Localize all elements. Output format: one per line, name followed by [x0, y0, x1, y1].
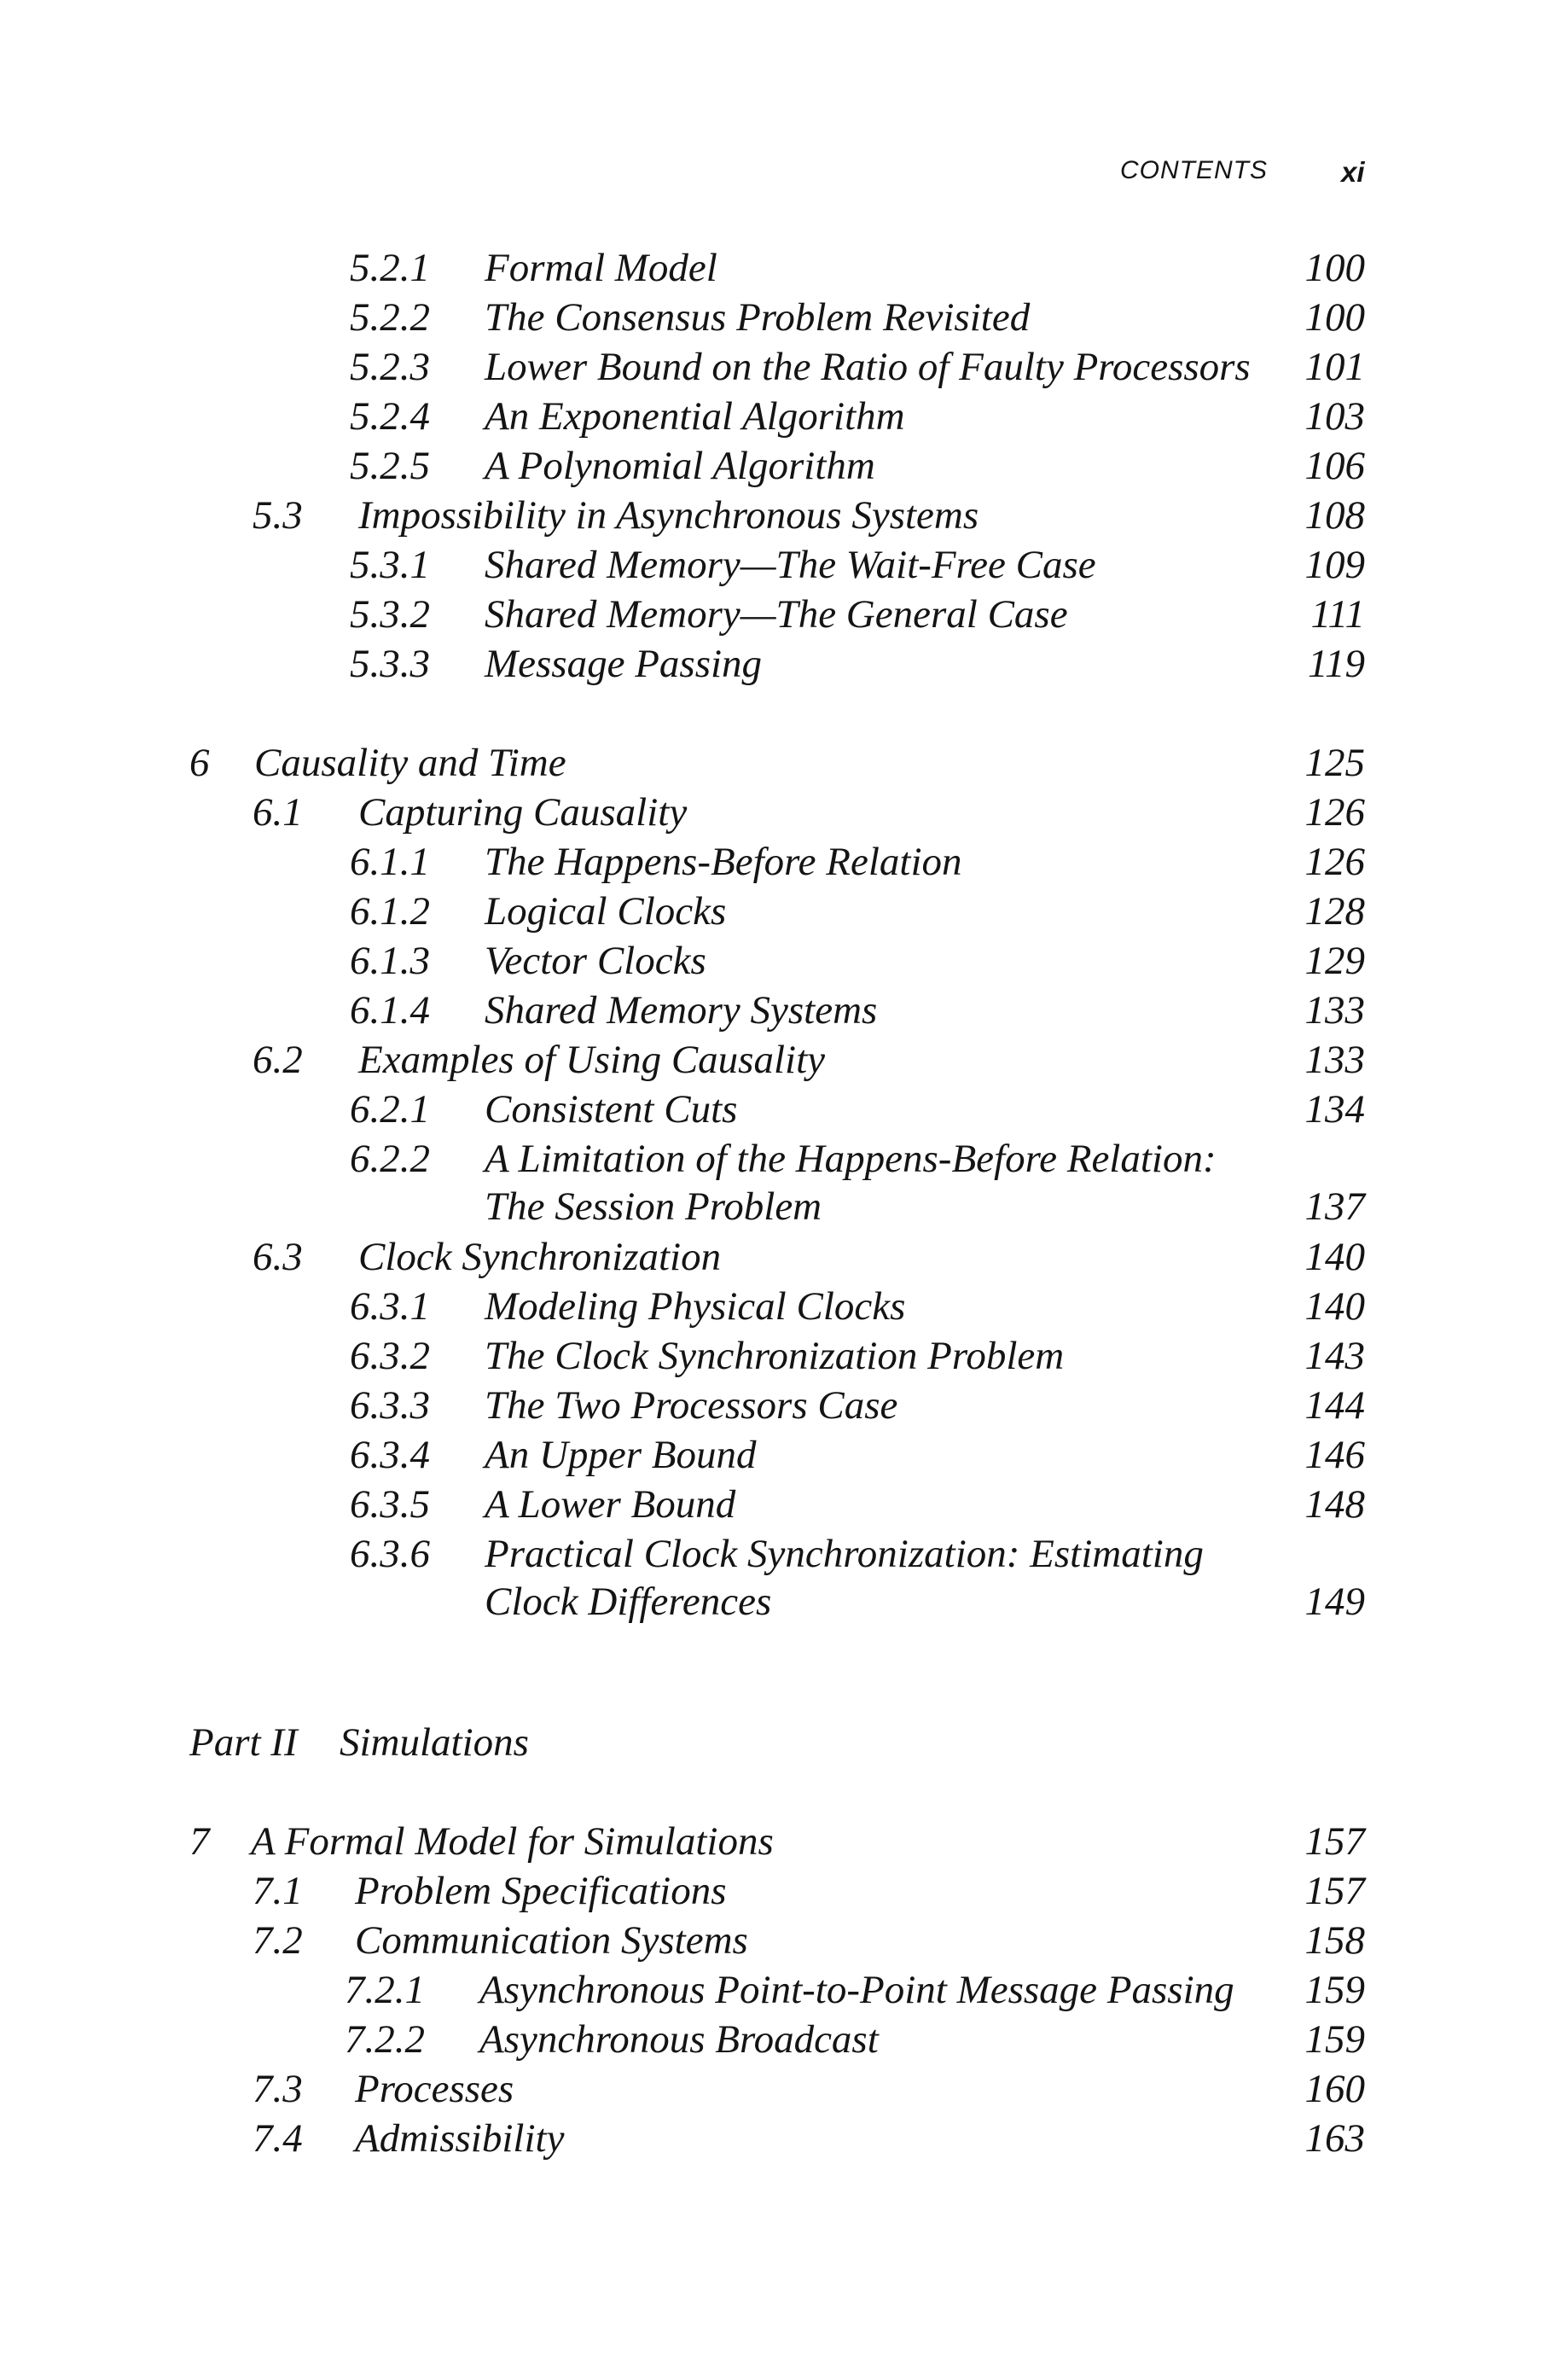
- toc-entry: [0, 1036, 1568, 1084]
- entry-number: 6.2.2: [350, 1137, 430, 1181]
- entry-page: 140: [1304, 1235, 1365, 1279]
- toc-entry: [0, 887, 1568, 935]
- entry-title: Communication Systems: [355, 1918, 748, 1963]
- entry-page: 101: [1304, 345, 1365, 389]
- entry-page: 146: [1304, 1433, 1365, 1477]
- entry-number: 6.3.2: [350, 1334, 430, 1378]
- entry-title: A Lower Bound: [485, 1482, 736, 1527]
- entry-title-line-2: Clock Differences: [485, 1580, 772, 1624]
- toc-entry: [0, 1283, 1568, 1330]
- entry-number: 6.3.6: [350, 1532, 430, 1576]
- entry-number: 5.3.1: [350, 543, 430, 587]
- entry-number: 6.3.5: [350, 1482, 430, 1527]
- entry-number: 6.1.4: [350, 988, 430, 1033]
- toc-entry: [0, 1966, 1568, 2014]
- entry-title: Logical Clocks: [485, 889, 727, 934]
- toc-entry: [0, 442, 1568, 490]
- toc-entry: [0, 788, 1568, 836]
- entry-title: The Consensus Problem Revisited: [485, 295, 1031, 340]
- chapter-title: Causality and Time: [254, 741, 566, 785]
- toc-entry: [0, 393, 1568, 440]
- toc-entry: [0, 244, 1568, 292]
- entry-title: Shared Memory—The Wait-Free Case: [485, 543, 1096, 587]
- entry-number: 7.1: [253, 1869, 303, 1913]
- entry-title-line-2: The Session Problem: [485, 1184, 822, 1229]
- entry-page: 160: [1304, 2067, 1365, 2111]
- entry-number: 6.1.2: [350, 889, 430, 934]
- entry-page: 129: [1304, 939, 1365, 983]
- entry-page: 100: [1304, 295, 1365, 340]
- toc-chapter: [0, 739, 1568, 787]
- entry-number: 6.1: [253, 790, 303, 835]
- entry-title-line-1: Practical Clock Synchronization: Estimating: [485, 1532, 1204, 1576]
- entry-number: 6.2.1: [350, 1087, 430, 1132]
- entry-number: 7.2.2: [345, 2017, 425, 2062]
- chapter-title: A Formal Model for Simulations: [251, 1819, 774, 1864]
- entry-title: Shared Memory—The General Case: [485, 592, 1068, 637]
- entry-number: 5.2.3: [350, 345, 430, 389]
- entry-page: 149: [1304, 1580, 1365, 1624]
- entry-title: Processes: [355, 2067, 514, 2111]
- entry-title: [485, 1135, 1217, 1231]
- entry-page: 133: [1304, 1038, 1365, 1082]
- entry-page: 126: [1304, 840, 1365, 884]
- entry-title: Asynchronous Point-to-Point Message Passing: [479, 1968, 1234, 2012]
- toc-entry: [0, 640, 1568, 688]
- toc-entry: [0, 294, 1568, 341]
- toc-entry: [0, 1481, 1568, 1528]
- chapter-number: 6: [189, 741, 210, 785]
- running-header: CONTENTS: [1120, 156, 1268, 184]
- toc-entry: [0, 1867, 1568, 1915]
- entry-number: 5.2.1: [350, 246, 430, 290]
- entry-number: 5.2.2: [350, 295, 430, 340]
- part-title: Simulations: [340, 1720, 529, 1765]
- entry-number: 5.3.3: [350, 642, 430, 686]
- entry-title: Modeling Physical Clocks: [485, 1284, 906, 1329]
- page-number: xi: [1341, 156, 1365, 188]
- entry-number: 6.1.3: [350, 939, 430, 983]
- entry-title: The Happens-Before Relation: [485, 840, 962, 884]
- toc-entry: [0, 1530, 1568, 1626]
- toc-entry: [0, 1382, 1568, 1429]
- toc-entry: [0, 1085, 1568, 1133]
- entry-title: Shared Memory Systems: [485, 988, 878, 1033]
- entry-page: 148: [1304, 1482, 1365, 1527]
- entry-title: Formal Model: [485, 246, 717, 290]
- entry-page: 119: [1307, 642, 1365, 686]
- entry-page: 134: [1304, 1087, 1365, 1132]
- entry-number: 5.2.4: [350, 394, 430, 439]
- toc-entry: [0, 2065, 1568, 2113]
- entry-number: 5.3.2: [350, 592, 430, 637]
- entry-title: The Two Processors Case: [485, 1383, 898, 1428]
- entry-number: 5.3: [253, 493, 303, 538]
- entry-page: 126: [1304, 790, 1365, 835]
- entry-number: 6.3.1: [350, 1284, 430, 1329]
- toc-entry: [0, 591, 1568, 638]
- chapter-number: 7: [189, 1819, 210, 1864]
- entry-title: Consistent Cuts: [485, 1087, 738, 1132]
- entry-title: An Upper Bound: [485, 1433, 757, 1477]
- entry-title: Message Passing: [485, 642, 763, 686]
- toc-entry: [0, 838, 1568, 886]
- entry-page: 111: [1310, 592, 1365, 637]
- entry-page: 109: [1304, 543, 1365, 587]
- entry-number: 6.3: [253, 1235, 303, 1279]
- toc-chapter: [0, 1818, 1568, 1865]
- toc-entry: [0, 2115, 1568, 2162]
- entry-title: Admissibility: [355, 2116, 565, 2161]
- entry-page: 108: [1304, 493, 1365, 538]
- entry-number: 6.3.3: [350, 1383, 430, 1428]
- entry-page: 158: [1304, 1918, 1365, 1963]
- entry-title: Vector Clocks: [485, 939, 706, 983]
- entry-number: 7.4: [253, 2116, 303, 2161]
- toc-entry: [0, 1332, 1568, 1380]
- toc-entry: [0, 541, 1568, 589]
- toc-entry: [0, 343, 1568, 391]
- entry-number: 7.2.1: [345, 1968, 425, 2012]
- toc-entry: [0, 492, 1568, 539]
- entry-title: Examples of Using Causality: [358, 1038, 825, 1082]
- entry-page: 159: [1304, 1968, 1365, 2012]
- entry-title: An Exponential Algorithm: [485, 394, 905, 439]
- entry-page: 144: [1304, 1383, 1365, 1428]
- entry-page: 100: [1304, 246, 1365, 290]
- toc-entry: [0, 1917, 1568, 1964]
- entry-number: 5.2.5: [350, 444, 430, 488]
- entry-title: Capturing Causality: [358, 790, 688, 835]
- entry-title: A Polynomial Algorithm: [485, 444, 875, 488]
- entry-page: 128: [1304, 889, 1365, 934]
- entry-number: 6.1.1: [350, 840, 430, 884]
- toc-entry: [0, 2016, 1568, 2063]
- entry-page: 143: [1304, 1334, 1365, 1378]
- entry-title: Clock Synchronization: [358, 1235, 722, 1279]
- entry-page: 125: [1304, 741, 1365, 785]
- entry-title: Lower Bound on the Ratio of Faulty Processors: [485, 345, 1251, 389]
- entry-page: 140: [1304, 1284, 1365, 1329]
- part-number: Part II: [189, 1720, 298, 1765]
- entry-title: Impossibility in Asynchronous Systems: [358, 493, 979, 538]
- entry-title: [485, 1530, 1204, 1626]
- entry-page: 163: [1304, 2116, 1365, 2161]
- toc-entry: [0, 937, 1568, 985]
- toc-part: [0, 1719, 1568, 1766]
- entry-title: Problem Specifications: [355, 1869, 727, 1913]
- entry-title: The Clock Synchronization Problem: [485, 1334, 1065, 1378]
- entry-page: 106: [1304, 444, 1365, 488]
- entry-number: 7.2: [253, 1918, 303, 1963]
- entry-page: 133: [1304, 988, 1365, 1033]
- entry-page: 137: [1304, 1184, 1365, 1229]
- toc-entry: [0, 986, 1568, 1034]
- entry-page: 103: [1304, 394, 1365, 439]
- entry-page: 157: [1304, 1869, 1365, 1913]
- entry-number: 6.2: [253, 1038, 303, 1082]
- entry-title: Asynchronous Broadcast: [479, 2017, 879, 2062]
- entry-page: 159: [1304, 2017, 1365, 2062]
- entry-number: 7.3: [253, 2067, 303, 2111]
- entry-title-line-1: A Limitation of the Happens-Before Relation:: [485, 1137, 1217, 1181]
- entry-number: 6.3.4: [350, 1433, 430, 1477]
- toc-entry: [0, 1233, 1568, 1281]
- toc-entry: [0, 1135, 1568, 1231]
- entry-page: 157: [1304, 1819, 1365, 1864]
- toc-entry: [0, 1431, 1568, 1479]
